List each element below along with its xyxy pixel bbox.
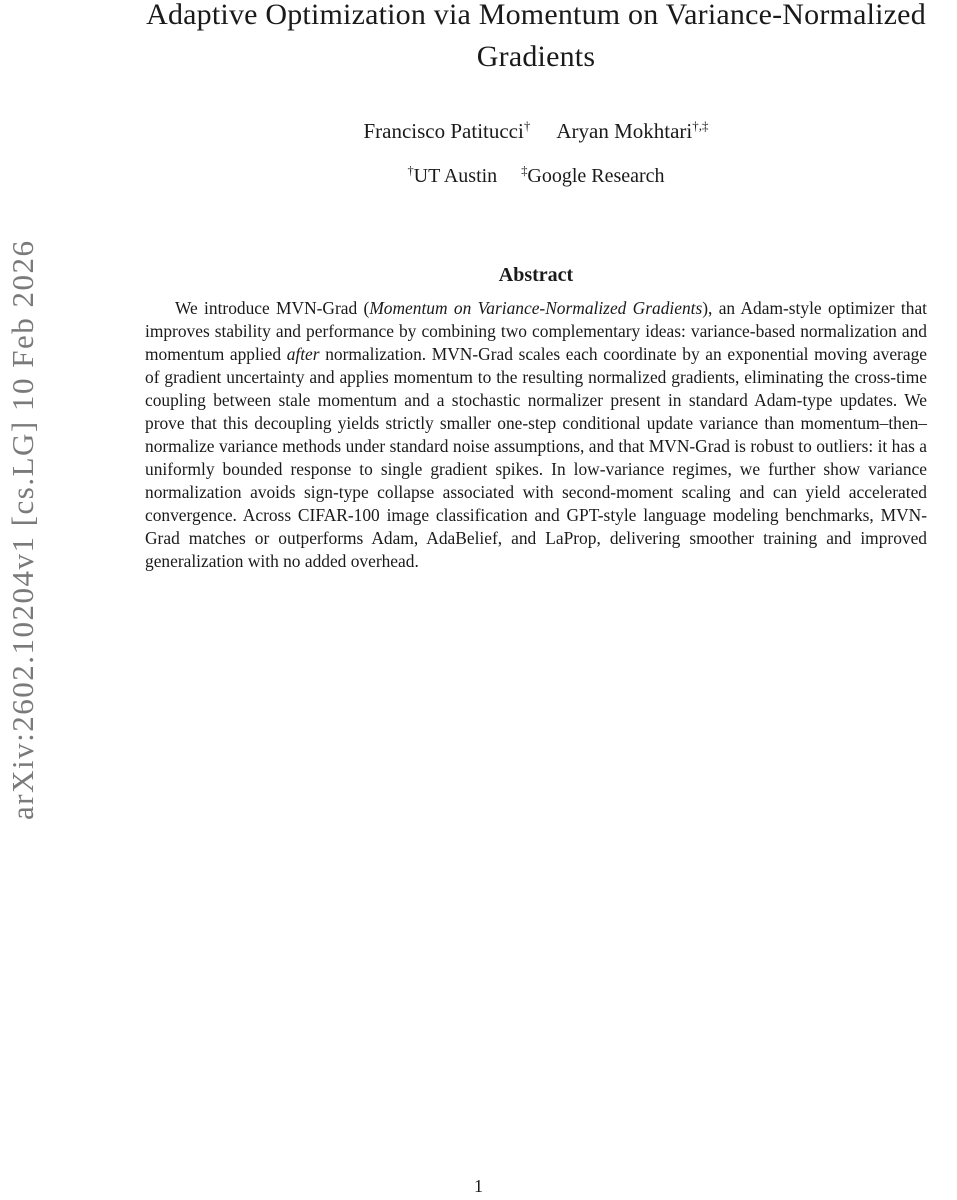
abstract-body: We introduce MVN-Grad (Momentum on Variance-Normalized Gradients), an Adam-style optimizer that improves stability and performance by combining two complementary ideas: variance-based normalization and momentum applied after normalization. MVN-Grad scales each coordinate by an exponential moving average of gradient uncertainty and applies momentum to the resulting normalized gradients, eliminating the cross-time coupling between stale momentum and a stochastic normalizer present in standard Adam-type updates. We prove that this decoupling yields strictly smaller one-step conditional update variance than momentum–then–normalize variance methods under standard noise assumptions, and that MVN-Grad is robust to outliers: it has a uniformly bounded response to single gradient spikes. In low-variance regimes, we further show variance normalization avoids sign-type collapse associated with second-moment scaling and can yield accelerated convergence. Across CIFAR-100 image classification and GPT-style language modeling benchmarks, MVN-Grad matches or outperforms Adam, AdaBelief, and LaProp, delivering smoother training and improved generalization with no added overhead.	[145, 298, 927, 571]
author-2-name: Aryan Mokhtari	[556, 119, 693, 143]
abstract-heading: Abstract	[498, 264, 574, 286]
paper-title: Adaptive Optimization via Momentum on Variance-Normalized Gradients	[146, 0, 926, 73]
affiliation-2-superscript: ‡	[521, 163, 528, 178]
affiliation-1	[407, 165, 497, 187]
arxiv-watermark: arXiv:2602.10204v1 [cs.LG] 10 Feb 2026	[5, 239, 40, 821]
affiliation-2-name: Google Research	[527, 165, 665, 187]
author-2	[556, 119, 708, 143]
affiliation-2	[521, 165, 664, 187]
affiliations-line	[140, 163, 932, 190]
author-1	[363, 119, 530, 143]
affiliation-1-superscript: †	[407, 163, 414, 178]
affiliation-1-name: UT Austin	[413, 165, 498, 187]
page-number: 1	[474, 1176, 483, 1196]
author-2-superscript: †,‡	[692, 118, 709, 133]
author-1-name: Francisco Patitucci	[363, 119, 524, 143]
author-1-superscript: †	[523, 118, 531, 133]
authors-line	[140, 116, 932, 146]
paper-content	[140, 0, 932, 573]
